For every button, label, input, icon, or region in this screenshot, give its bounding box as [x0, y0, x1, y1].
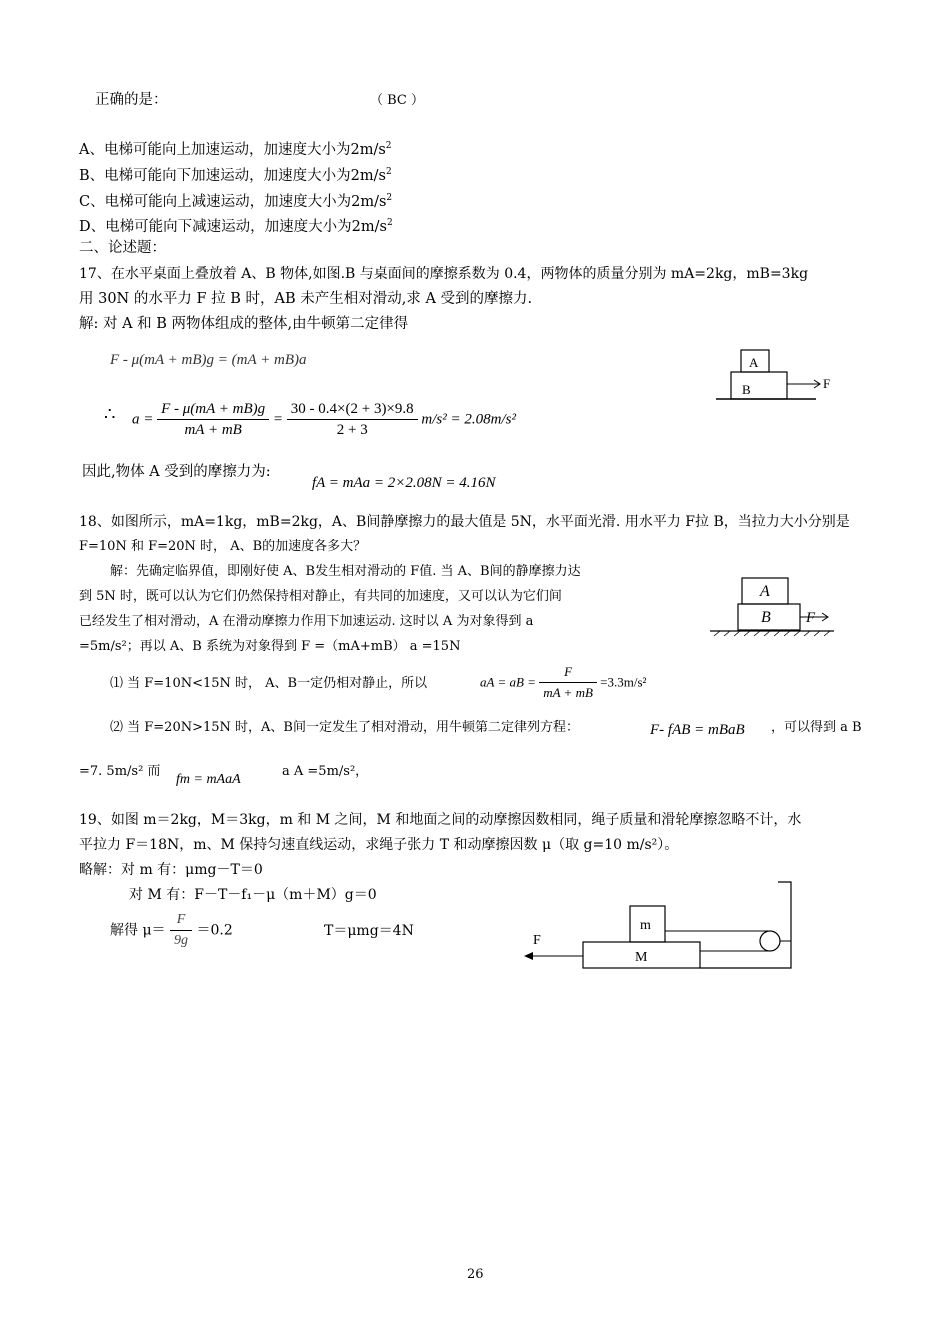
q19-figure — [520, 880, 800, 972]
q17-line2: 用 30N 的水平力 F 拉 B 时，AB 未产生相对滑动,求 A 受到的摩擦力. — [79, 291, 533, 307]
q18-case1-text: ⑴ 当 F=10N<15N 时， A、B一定仍相对静止，所以 — [110, 676, 428, 691]
q19-line1: 19、如图 m＝2kg，M＝3kg，m 和 M 之间，M 和地面之间的动摩擦因数相同，绳子质量和滑轮摩擦忽略不计，水 — [79, 812, 802, 828]
q18-line1: 18、如图所示，mA=1kg，mB=2kg，A、B间静摩擦力的最大值是 5N，水平面光滑. 用水平力 F拉 B，当拉力大小分别是 — [79, 514, 850, 530]
q17-line4: 因此,物体 A 受到的摩擦力为: — [82, 464, 271, 480]
q19-line3: 略解：对 m 有：μmg－T＝0 — [79, 862, 263, 878]
q19-line4: 对 M 有：F－T－f₁－μ（m＋M）g＝0 — [129, 887, 377, 903]
label-f: F — [806, 610, 816, 626]
q18-figure — [708, 574, 838, 636]
q18-case2-text: ⑵ 当 F=20N>15N 时，A、B间一定发生了相对滑动，用牛顿第二定律列方程： — [110, 720, 579, 735]
label-f: F — [533, 933, 541, 948]
ground-hatching — [714, 631, 830, 636]
q18-line6: =5m/s²；再以 A、B 系统为对象得到 F =（mA+mB） a =15N — [79, 639, 461, 654]
q18-line3: 解：先确定临界值，即刚好使 A、B发生相对滑动的 F值. 当 A、B间的静摩擦力达 — [110, 564, 581, 579]
q18-case2-tail: ，可以得到 a B — [771, 720, 862, 735]
q17-line1: 17、在水平桌面上叠放着 A、B 物体,如图.B 与桌面间的摩擦系数为 0.4，两物体的质量分别为 mA=2kg，mB=3kg — [79, 266, 809, 282]
q17-equation-1: F - μ(mA + mB)g = (mA + mB)a — [110, 352, 307, 368]
q16-answer: （ BC ） — [370, 93, 425, 108]
label-b: B — [742, 382, 751, 397]
q18-line7a: =7. 5m/s² 而 — [79, 764, 161, 779]
q19-solution: 解得 μ＝ $\frac{F}{9g}$ ＝0.2 — [110, 912, 233, 948]
wall-and-ground — [700, 882, 791, 968]
arrowhead-icon — [524, 952, 533, 960]
label-f: F — [823, 376, 831, 391]
label-a: A — [760, 583, 770, 600]
q18-line4: 到 5N 时，既可以认为它们仍然保持相对静止，有共同的加速度，又可以认为它们间 — [79, 589, 562, 604]
pulley-icon — [760, 931, 780, 951]
q18-case1-equation: aA = aB = $\frac{F}{mA + mB}$ =3.3m/s² — [480, 664, 647, 700]
q16-option-c: C、电梯可能向上减速运动，加速度大小为$2m/s^2$ — [79, 193, 393, 210]
q19-line2: 平拉力 F＝18N，m、M 保持匀速直线运动，求绳子张力 T 和动摩擦因数 μ（取 g=10 m/s²）。 — [79, 837, 679, 853]
q17-equation-2: a = $\frac{F - \mu(mA + mB)g}{mA + mB}$ = $\frac{30 - 0.4\times(2 + 3)\times 9.8}{2 + 3}$ m/s² = 2.08m/s² — [132, 401, 516, 438]
q17-figure — [712, 346, 842, 406]
label-big-m: M — [635, 950, 648, 965]
q16-option-d: D、电梯可能向下减速运动，加速度大小为$2m/s^2$ — [79, 218, 393, 235]
block-b — [731, 372, 787, 399]
q17-equation-3: fA = mAa = 2×2.08N = 4.16N — [312, 475, 496, 491]
q17-therefore: ∴ — [104, 404, 116, 425]
q18-line7-equation: fm = mAaA — [176, 772, 241, 787]
q18-line5: 已经发生了相对滑动，A 在滑动摩擦力作用下加速运动. 这时以 A 为对象得到 a — [79, 614, 534, 629]
q18-line2: F=10N 和 F=20N 时， A、B的加速度各多大？ — [79, 539, 367, 554]
section-heading: 二、论述题： — [79, 240, 166, 256]
page-number: 26 — [467, 1267, 484, 1282]
label-m: m — [640, 918, 651, 933]
q17-line3: 解: 对 A 和 B 两物体组成的整体,由牛顿第二定律得 — [79, 316, 409, 332]
q16-option-b: B、电梯可能向下加速运动，加速度大小为$2m/s^2$ — [79, 167, 392, 184]
q19-tension: T＝μmg＝4N — [324, 923, 414, 939]
q16-stem-tail: 正确的是： — [95, 92, 168, 108]
label-a: A — [749, 355, 759, 370]
q16-option-a: A、电梯可能向上加速运动，加速度大小为$2m/s^2$ — [79, 141, 392, 158]
label-b: B — [761, 609, 771, 626]
q18-case2-equation: F- fAB = mBaB — [650, 722, 745, 738]
q18-line7b: a A =5m/s²， — [282, 764, 369, 779]
